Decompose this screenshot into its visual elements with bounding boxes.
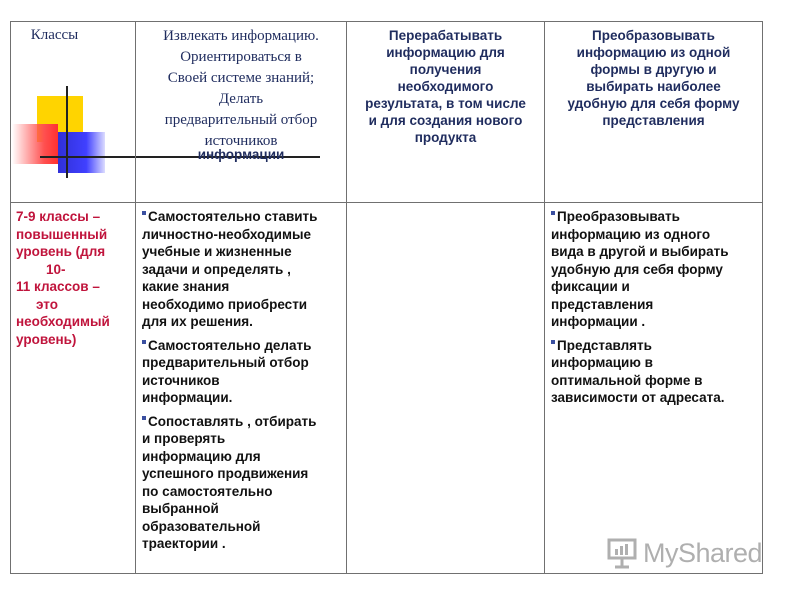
class-level-line: уровень (для <box>16 244 106 259</box>
bullet-item <box>142 337 346 407</box>
bullet-line: какие знания <box>142 279 230 294</box>
bullet-square-icon <box>551 340 555 344</box>
table-bottom-border <box>10 573 763 574</box>
header-transform-line: формы в другую и <box>590 62 717 77</box>
bullet-line: выбранной <box>142 501 219 516</box>
bullet-item <box>142 208 346 331</box>
bullet-line: информации. <box>142 390 233 405</box>
header-extract-last-line: информации <box>197 147 285 162</box>
header-extract-line: Извлекать информацию. <box>163 28 319 44</box>
bullet-line: предварительный отбор <box>142 355 309 370</box>
bullet-line: информации . <box>551 314 646 329</box>
header-transform-line: представления <box>602 113 705 128</box>
header-transform-line: выбирать наиболее <box>586 79 721 94</box>
bullet-line: Самостоятельно делать <box>148 337 312 353</box>
class-level-line: это <box>36 296 58 312</box>
bullet-line: задачи и определять , <box>142 261 291 277</box>
bullet-square-icon <box>551 211 555 215</box>
table-row-divider <box>10 202 763 203</box>
row-extract-bullets <box>142 208 346 559</box>
header-transform-info <box>545 27 762 129</box>
bullet-item <box>142 413 346 553</box>
header-classes <box>10 26 135 45</box>
header-process-line: Перерабатывать <box>388 28 503 43</box>
header-transform-line: удобную для себя форму <box>567 96 740 111</box>
header-process-line: продукта <box>414 130 477 145</box>
bullet-line: траектории . <box>142 536 226 551</box>
header-process-line: информацию для <box>386 45 505 60</box>
bullet-item <box>551 208 762 331</box>
class-level-line: 10- <box>46 261 66 277</box>
bullet-square-icon <box>142 416 146 420</box>
class-level-line: необходимый <box>16 314 110 329</box>
header-extract-line: Ориентироваться в <box>180 49 302 65</box>
header-process-line: и для создания нового <box>368 113 523 128</box>
header-process-line: получения <box>409 62 482 77</box>
class-level-line: 11 классов – <box>16 279 100 294</box>
bullet-line: учебные и жизненные <box>142 244 292 259</box>
table-right-border <box>762 21 763 574</box>
header-classes-label: Классы <box>30 27 79 43</box>
bullet-line: Самостоятельно ставить <box>148 209 318 224</box>
class-level-line: уровень) <box>16 331 77 347</box>
bullet-line: и проверять <box>142 431 226 446</box>
bullet-line: вида в другой и выбирать <box>551 244 729 259</box>
table-top-border <box>10 21 763 22</box>
table-left-border <box>10 21 11 574</box>
bullet-line: информацию для <box>142 448 261 464</box>
bullet-square-icon <box>142 340 146 344</box>
header-extract-line: Своей системе знаний; <box>167 70 315 86</box>
bullet-line: информацию в <box>551 355 653 370</box>
myshared-watermark <box>607 536 762 570</box>
row-class-level <box>16 208 134 348</box>
header-extract-line: Делать <box>218 91 264 107</box>
watermark-text: MyShared <box>643 537 763 568</box>
row-transform-bullets <box>551 208 762 413</box>
bullet-line: фиксации и <box>551 279 630 294</box>
header-process-line: результата, в том числе <box>365 96 526 111</box>
bullet-line: по самостоятельно <box>142 483 273 499</box>
class-level-line: повышенный <box>16 226 108 242</box>
bullet-line: для их решения. <box>142 314 253 329</box>
header-extract-line: источников <box>204 133 278 149</box>
header-extract-line: предварительный отбор <box>164 112 318 128</box>
info-skills-table <box>10 21 763 575</box>
bullet-item <box>551 337 762 407</box>
bullet-line: представления <box>551 296 654 312</box>
header-extract-info <box>136 26 346 162</box>
bullet-line: необходимо приобрести <box>142 296 308 312</box>
bullet-line: информацию из одного <box>551 226 711 242</box>
bullet-square-icon <box>142 211 146 215</box>
bullet-line: оптимальной форме в <box>551 372 703 388</box>
bullet-line: личностно-необходимые <box>142 226 311 242</box>
bullet-line: источников <box>142 372 220 388</box>
bullet-line: Преобразовывать <box>557 209 680 224</box>
bullet-line: удобную для себя форму <box>551 261 723 277</box>
header-process-info <box>347 27 544 146</box>
presentation-board-icon <box>607 537 637 569</box>
bullet-line: Сопоставлять , отбирать <box>148 413 317 429</box>
header-process-line: необходимого <box>397 79 494 94</box>
bullet-line: Представлять <box>557 337 652 353</box>
header-transform-line: Преобразовывать <box>592 28 715 43</box>
header-transform-line: информацию из одной <box>576 45 731 60</box>
bullet-line: успешного продвижения <box>142 466 309 481</box>
bullet-line: зависимости от адресата. <box>551 390 725 405</box>
class-level-line: 7-9 классы – <box>16 209 101 224</box>
bullet-line: образовательной <box>142 518 261 534</box>
